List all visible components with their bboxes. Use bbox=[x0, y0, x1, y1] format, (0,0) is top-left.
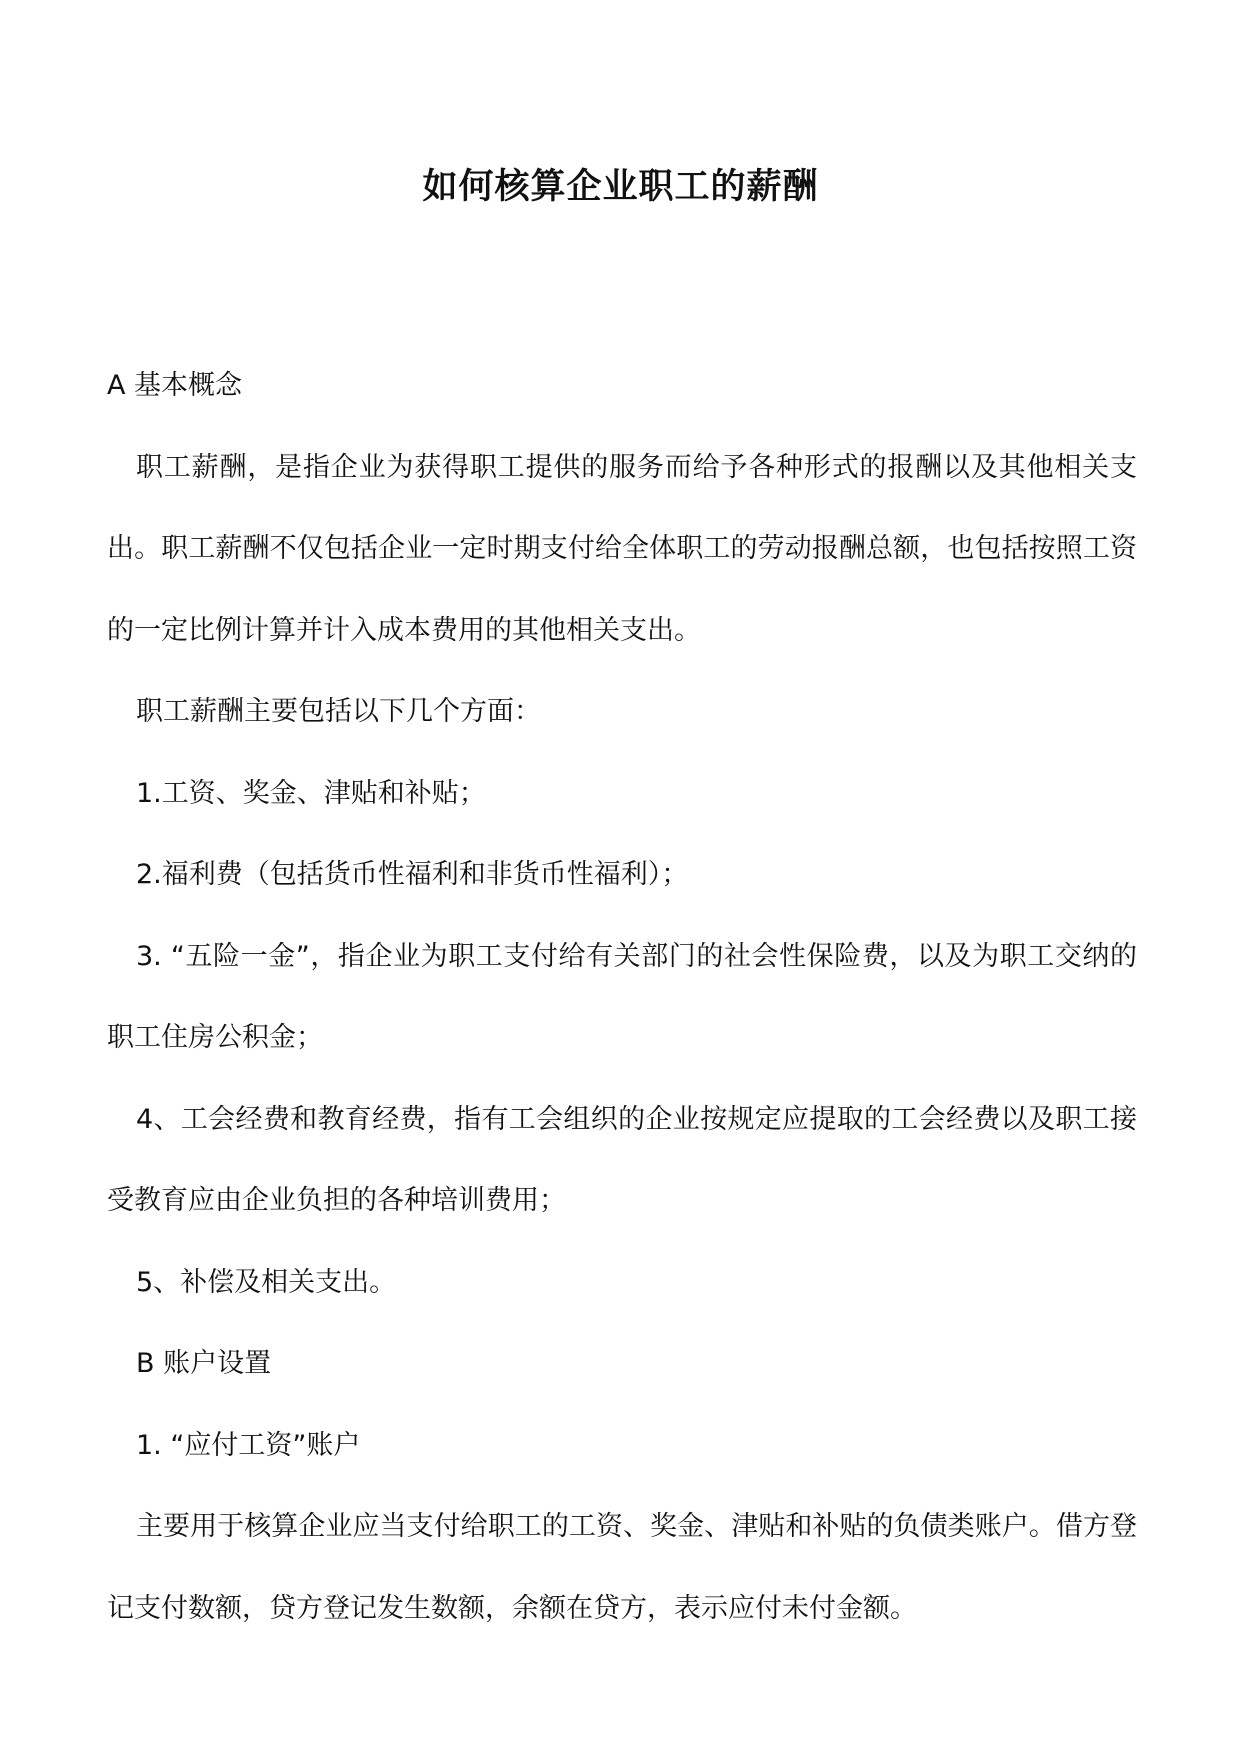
list-item-4: 4、工会经费和教育经费，指有工会组织的企业按规定应提取的工会经费以及职工接受教育应由企业负担的各种培训费用； bbox=[107, 1103, 1137, 1216]
list-item-3: 3. “五险一金”，指企业为职工支付给有关部门的社会性保险费，以及为职工交纳的职工住房公积金； bbox=[107, 940, 1137, 1053]
section-heading-b: B 账户设置 bbox=[136, 1348, 272, 1379]
subheading-account-1: 1. “应付工资”账户 bbox=[136, 1429, 361, 1461]
paragraph-account-description: 主要用于核算企业应当支付给职工的工资、奖金、津贴和补贴的负债类账户。借方登记支付数额，贷方登记发生数额，余额在贷方，表示应付未付金额。 bbox=[107, 1511, 1137, 1624]
list-item-5: 5、补偿及相关支出。 bbox=[136, 1266, 397, 1298]
list-item-1: 1.工资、奖金、津贴和补贴； bbox=[136, 777, 486, 809]
paragraph-definition: 职工薪酬，是指企业为获得职工提供的服务而给予各种形式的报酬以及其他相关支出。职工薪酬不仅包括企业一定时期支付给全体职工的劳动报酬总额，也包括按照工资的一定比例计算并计入成本费用的其他相关支出。 bbox=[107, 451, 1137, 646]
section-heading-a: A 基本概念 bbox=[107, 370, 243, 401]
list-item-2: 2.福利费（包括货币性福利和非货币性福利）； bbox=[136, 859, 689, 890]
document-title: 如何核算企业职工的薪酬 bbox=[422, 166, 819, 207]
document-body bbox=[107, 345, 1137, 1649]
paragraph-intro-list: 职工薪酬主要包括以下几个方面： bbox=[136, 696, 541, 727]
